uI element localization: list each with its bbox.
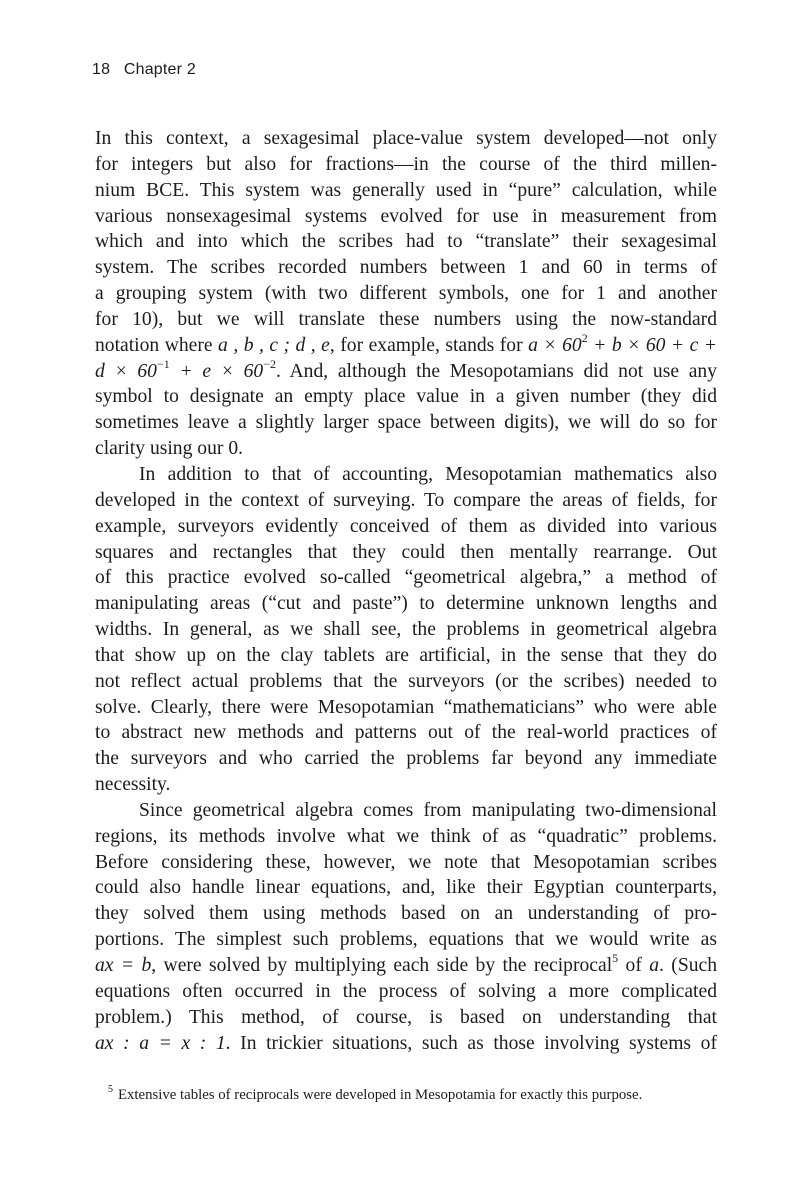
text-run: . In trickier situations, such as those involving systems of [225,1032,717,1054]
math-exponent: −2 [263,357,277,372]
text-run: notation where [95,334,219,356]
text-line: clarity using our 0. [95,438,244,460]
paragraph-2 [95,462,717,798]
text-line: Before considering these, however, we note that Mesopotamian scribes [95,851,717,873]
body-text [95,126,717,1056]
text-line: developed in the context of surveying. To compare the areas of fields, for [95,489,717,511]
text-line: to abstract new methods and patterns out of the real-world practices of [95,722,717,744]
text-run: , for example, stands for [329,334,529,356]
text-line: of this practice evolved so-called “geometrical algebra,” a method of [95,567,717,589]
footnote-mark: 5 [108,1084,113,1096]
text-run: . And, although the Mesopotamians did not use any [276,360,717,382]
ratio-line [95,1031,717,1057]
math-exponent: −1 [156,357,170,372]
text-line: which and into which the scribes had to “translate” their sexagesimal [95,231,717,253]
text-line: Since geometrical algebra comes from manipulating two-dimensional [139,799,717,821]
equation-line [95,953,717,979]
text-line: nium BCE. This system was generally used in “pure” calculation, while [95,179,717,201]
math-expression: d × 60 [95,360,157,382]
text-line: a grouping system (with two different symbols, one for 1 and another [95,283,717,305]
chapter-title: Chapter 2 [123,61,196,78]
footnote-ref[interactable]: 5 [612,951,619,966]
text-line: not reflect actual problems that the surveyors (or the scribes) needed to [95,670,717,692]
text-line: they solved them using methods based on an understanding of pro- [95,903,717,925]
text-line: sometimes leave a slightly larger space between digits), we will do so for [95,412,717,434]
math-expression: ax : a = x : 1 [95,1032,226,1054]
text-line: regions, its methods involve what we think of as “quadratic” problems. [95,825,717,847]
text-line: for 10), but we will translate these numbers using the now-standard [95,308,717,330]
text-run: , were solved by multiplying each side by the reciprocal [151,955,613,976]
text-line: manipulating areas (“cut and paste”) to determine unknown lengths and [95,593,717,615]
text-line: portions. The simplest such problems, equations that we would write as [95,929,717,951]
text-line: equations often occurred in the process of solving a more complicated [95,980,717,1002]
text-line: that show up on the clay tablets are artificial, in the sense that they do [95,644,717,666]
math-symbols: a , b , c ; d , e [218,334,330,356]
text-line: problem.) This method, of course, is based on understanding that [95,1006,717,1028]
page-number: 18 [92,61,111,78]
notation-line [95,359,717,385]
math-expression: + b × 60 + c + [587,334,717,356]
text-line: the surveyors and who carried the problems far beyond any immediate [95,748,717,770]
math-variable: a [649,955,660,976]
text-line: symbol to designate an empty place value in a given number (they did [95,386,717,408]
text-line: In this context, a sexagesimal place-value system developed—not only [95,128,717,149]
math-expression: ax = b [95,955,152,976]
text-line: In addition to that of accounting, Mesopotamian mathematics also [139,463,717,485]
text-line: system. The scribes recorded numbers between 1 and 60 in terms of [95,257,717,279]
text-line: squares and rectangles that they could then mentally rearrange. Out [95,541,717,563]
text-run: of [618,955,650,976]
math-expression: + e × 60 [169,360,264,382]
notation-line [95,333,717,359]
paragraph-1 [95,126,717,462]
text-line: for integers but also for fractions—in the course of the third millen- [95,153,717,175]
math-expression: a × 60 [528,334,582,356]
text-line: solve. Clearly, there were Mesopotamian “mathematicians” who were able [95,696,717,718]
math-exponent: 2 [581,331,588,346]
text-line: necessity. [95,774,171,796]
running-head [92,61,196,79]
footnote-text: Extensive tables of reciprocals were developed in Mesopotamia for exactly this purpose. [118,1087,643,1103]
paragraph-3 [95,798,717,1056]
text-line: could also handle linear equations, and, like their Egyptian counterparts, [95,877,717,899]
text-line: widths. In general, as we shall see, the problems in geometrical algebra [95,619,717,641]
text-run: . (Such [659,955,718,976]
text-line: example, surveyors evidently conceived of them as divided into various [95,515,717,537]
text-line: various nonsexagesimal systems evolved for use in measurement from [95,205,717,227]
footnote [108,1085,728,1105]
